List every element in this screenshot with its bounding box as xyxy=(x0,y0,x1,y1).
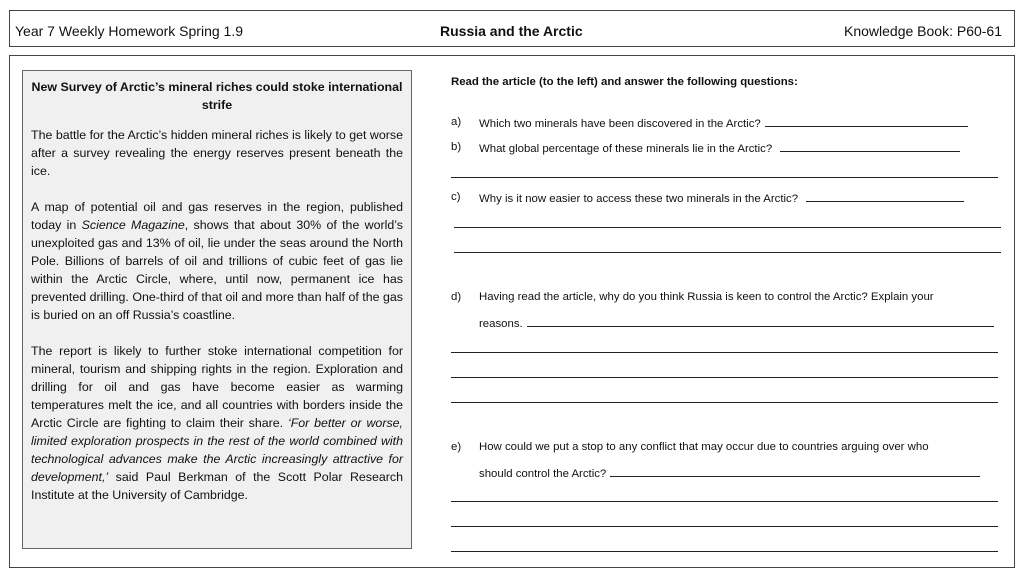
answer-line-a[interactable] xyxy=(765,116,968,127)
question-letter: a) xyxy=(451,116,462,128)
question-b-text: What global percentage of these minerals lie in the Arctic? xyxy=(479,143,773,155)
homework-title: Year 7 Weekly Homework Spring 1.9 xyxy=(15,23,243,39)
answer-line[interactable] xyxy=(451,526,998,527)
expert-quote: ‘For better or worse, limited exploration prospects in the rest of the world combined with technological advances make the Arctic increasingly attractive for development,’ xyxy=(31,416,403,484)
answer-line-b[interactable] xyxy=(780,141,960,152)
article-p2-end: , shows that about 30% of the world’s unexploited gas and 13% of oil, lie under the seas around the North Pole. Billions of barrels of oil and trillions of cubic feet of gas lie within the Arctic Circle, where, until now, permanent ice has prevented drilling. One-third of that oil and more than half of the gas is buried on an off Russia’s coastline. xyxy=(31,218,404,322)
answer-line[interactable] xyxy=(451,177,998,178)
answer-line[interactable] xyxy=(451,377,998,378)
answer-line[interactable] xyxy=(451,352,998,353)
knowledge-book-reference: Knowledge Book: P60-61 xyxy=(844,23,1002,39)
question-e-text-2: should control the Arctic? xyxy=(479,468,607,480)
magazine-name: Science Magazine xyxy=(81,218,185,232)
question-letter: c) xyxy=(451,191,461,203)
article-paragraph-2 xyxy=(31,198,403,324)
questions-instruction: Read the article (to the left) and answer the following questions: xyxy=(451,76,798,88)
article-title: New Survey of Arctic’s mineral riches could stoke international strife xyxy=(31,80,403,112)
questions-panel xyxy=(451,0,1003,576)
article-paragraph-3 xyxy=(31,342,403,504)
answer-line-c[interactable] xyxy=(806,191,964,202)
question-letter: d) xyxy=(451,291,462,303)
question-letter: b) xyxy=(451,141,462,153)
question-a-text: Which two minerals have been discovered in the Arctic? xyxy=(479,118,761,130)
question-d-text-2: reasons. xyxy=(479,318,523,330)
article-p2-start: A map of potential oil and gas reserves in the region, published today in xyxy=(31,200,403,232)
topic-title: Russia and the Arctic xyxy=(440,23,583,39)
answer-line-e[interactable] xyxy=(610,466,980,477)
question-e-text: How could we put a stop to any conflict that may occur due to countries arguing over who xyxy=(479,441,929,453)
answer-line[interactable] xyxy=(454,252,1001,253)
article-p3-start: The report is likely to further stoke international competition for mineral, tourism and shipping rights in the region. Exploration and drilling for oil and gas have become easier as warming temperatures melt the ice, and all countries with borders inside the Arctic Circle are fighting to claim their share. xyxy=(31,344,403,430)
article-p3-end: said Paul Berkman of the Scott Polar Research Institute at the University of Cambridge. xyxy=(31,470,403,502)
article-paragraph-1: The battle for the Arctic’s hidden mineral riches is likely to get worse after a survey revealing the energy reserves present beneath the ice. xyxy=(31,128,403,178)
answer-line-d[interactable] xyxy=(527,316,994,327)
answer-line[interactable] xyxy=(451,551,998,552)
answer-line[interactable] xyxy=(451,501,998,502)
article-box xyxy=(22,70,412,549)
question-c-text: Why is it now easier to access these two minerals in the Arctic? xyxy=(479,193,799,205)
question-d-text: Having read the article, why do you think Russia is keen to control the Arctic? Explain your xyxy=(479,291,934,303)
question-letter: e) xyxy=(451,441,462,453)
answer-line[interactable] xyxy=(454,227,1001,228)
answer-line[interactable] xyxy=(451,402,998,403)
